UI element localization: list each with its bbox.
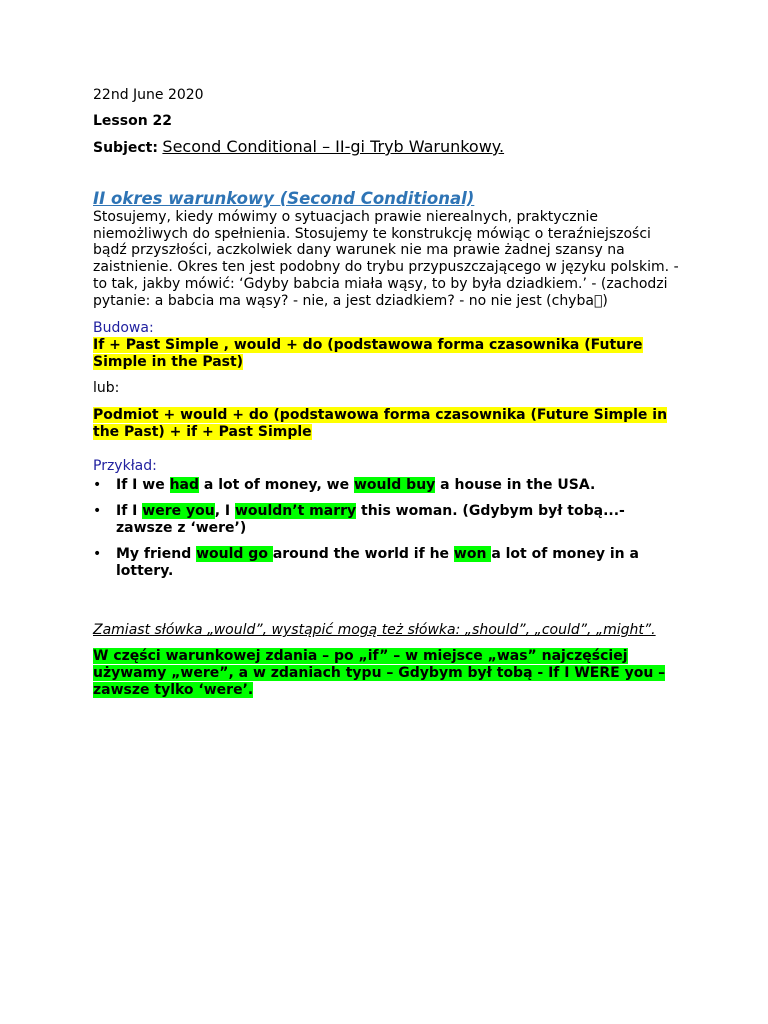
- final-rule: [93, 648, 683, 699]
- structure-label: Budowa:: [93, 320, 154, 337]
- rule-2-text: Podmiot + would + do (podstawowa forma czasownika (Future Simple in the Past) + if + Past Simple: [93, 407, 668, 441]
- structure-or: lub:: [93, 380, 120, 397]
- lesson-number: Lesson 22: [93, 113, 173, 129]
- example-text: My friend: [116, 546, 197, 563]
- rule-1-text: If + Past Simple , would + do (podstawowa forma czasownika (Future Simple in the Past): [93, 337, 643, 371]
- list-item: [93, 546, 683, 580]
- list-item: [93, 477, 683, 494]
- example-highlight: were you: [142, 503, 215, 520]
- example-highlight: would buy: [353, 477, 436, 494]
- example-text: If I we: [116, 477, 170, 494]
- example-text: If I: [116, 503, 143, 520]
- section-title: II okres warunkowy (Second Conditional): [93, 189, 475, 208]
- example-highlight: would go: [196, 546, 273, 563]
- subject-label: Subject:: [93, 140, 158, 156]
- structure-rule-2: [93, 407, 683, 441]
- lesson-date: 22nd June 2020: [93, 87, 204, 103]
- list-item: [93, 503, 683, 537]
- lesson-subject: [93, 136, 683, 159]
- bullet: •: [93, 546, 102, 563]
- examples-list: [93, 477, 683, 580]
- example-text: this woman. (Gdybym był tobą...- zawsze z ‘were’): [116, 503, 625, 537]
- examples-label: Przykład:: [93, 458, 157, 475]
- example-text: a lot of money, we: [199, 477, 354, 494]
- final-rule-text: W części warunkowej zdania – po „if” – w miejsce „was” najczęściej używamy „were”, a w zdaniach typu – Gdybym był tobą - If I WERE you – zawsze tylko ‘were’.: [93, 648, 666, 699]
- subject-text: Second Conditional – II-gi Tryb Warunkowy.: [162, 137, 505, 156]
- example-text: a house in the USA.: [435, 477, 596, 494]
- example-highlight: won: [453, 546, 492, 563]
- example-text: a lot of money in a lottery.: [116, 546, 639, 580]
- example-text: , I: [214, 503, 235, 520]
- example-text: around the world if he: [272, 546, 454, 563]
- intro-paragraph: Stosujemy, kiedy mówimy o sytuacjach prawie nierealnych, praktycznie niemożliwych do spełnienia. Stosujemy te konstrukcję mówiąc o teraźniejszości bądź przyszłości, aczkolwiek dany warunek nie ma prawie żadnej szansy na zaistnienie. Okres ten jest podobny do trybu przypuszczającego w języku polskim. - to tak, jakby mówić: ‘Gdyby babcia miała wąsy, to by była dziadkiem.’ - (zachodzi pytanie: a babcia ma wąsy? - nie, a jest dziadkiem? - no nie jest (chyba ): [93, 209, 679, 309]
- example-highlight: wouldn’t marry: [234, 503, 357, 520]
- document-page: [93, 86, 683, 699]
- example-highlight: had: [169, 477, 199, 494]
- bullet: •: [93, 503, 102, 520]
- bullet: •: [93, 477, 102, 494]
- structure-rule-1: [93, 337, 683, 371]
- note-paragraph: Zamiast słówka „would”, wystąpić mogą też słówka: „should”, „could”, „might”.: [93, 622, 656, 639]
